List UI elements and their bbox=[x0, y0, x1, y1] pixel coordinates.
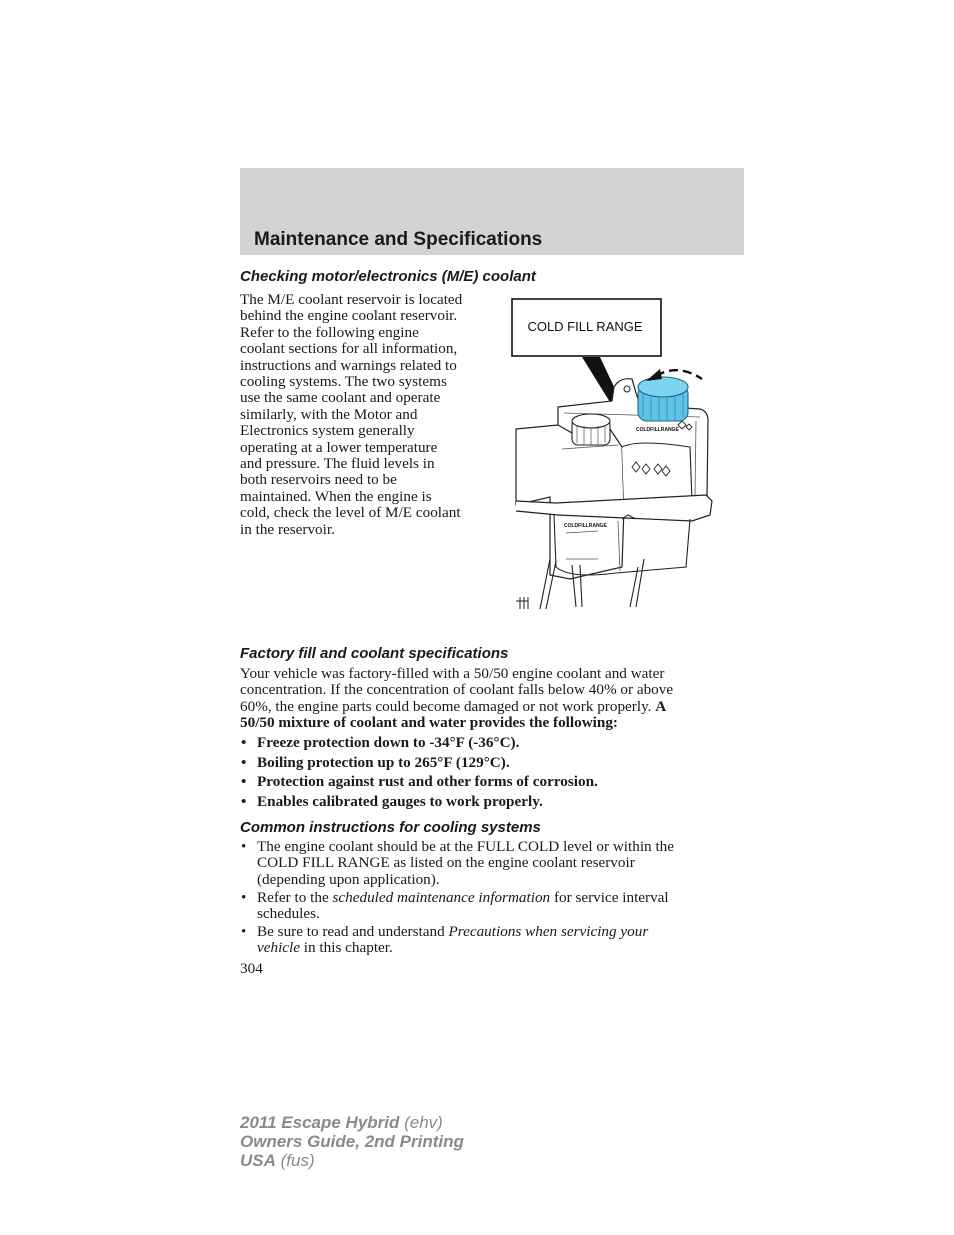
me-coolant-paragraph: The M/E coolant reservoir is located behind the engine coolant reservoir. Refer to the following engine coolant sections for all information, instructions and warnings related to cooling systems. The two systems use the same coolant and operate similarly, with the Motor and Electronics system generally operating at a lower temperature and pressure. The fluid levels in both reservoirs need to be maintained. When the engine is cold, check the level of M/E coolant in the reservoir. bbox=[240, 291, 463, 538]
factory-fill-paragraph: Your vehicle was factory-filled with a 50/50 engine coolant and water concentration. If the concentration of coolant falls below 40% or above 60%, the engine parts could become damaged or not work properly. A 50/50 mixture of coolant and water provides the following: bbox=[240, 665, 674, 732]
cooling-instructions-list bbox=[240, 839, 744, 958]
section-heading-factory-fill: Factory fill and coolant specifications bbox=[240, 645, 509, 662]
footer-imprint: 2011 Escape Hybrid (ehv) Owners Guide, 2nd Printing USA (fus) bbox=[240, 1113, 464, 1170]
page-number: 304 bbox=[240, 960, 263, 977]
list-item: • Protection against rust and other forms of corrosion. bbox=[240, 774, 744, 790]
header-band bbox=[240, 168, 744, 255]
list-item: • Refer to the scheduled maintenance information for service interval schedules. bbox=[240, 890, 744, 923]
callout-label: COLD FILL RANGE bbox=[527, 319, 643, 334]
coolant-reservoir-illustration bbox=[510, 297, 725, 609]
front-tank-label: COLDFILLRANGE bbox=[564, 523, 607, 529]
list-item: • Boiling protection up to 265°F (129°C). bbox=[240, 755, 744, 771]
section-heading-me-coolant: Checking motor/electronics (M/E) coolant bbox=[240, 268, 536, 285]
page-title: Maintenance and Specifications bbox=[254, 229, 543, 250]
list-item: • The engine coolant should be at the FULL COLD level or within the COLD FILL RANGE as listed on the engine coolant reservoir (depending upon application). bbox=[240, 839, 744, 888]
coolant-benefits-list bbox=[240, 735, 744, 813]
list-item: • Enables calibrated gauges to work properly. bbox=[240, 794, 744, 810]
list-item: • Be sure to read and understand Precautions when servicing your vehicle in this chapter. bbox=[240, 924, 744, 957]
section-heading-common-instructions: Common instructions for cooling systems bbox=[240, 819, 541, 836]
rear-tank-label: COLDFILLRANGE bbox=[636, 427, 679, 433]
list-item: • Freeze protection down to -34°F (-36°C). bbox=[240, 735, 744, 751]
